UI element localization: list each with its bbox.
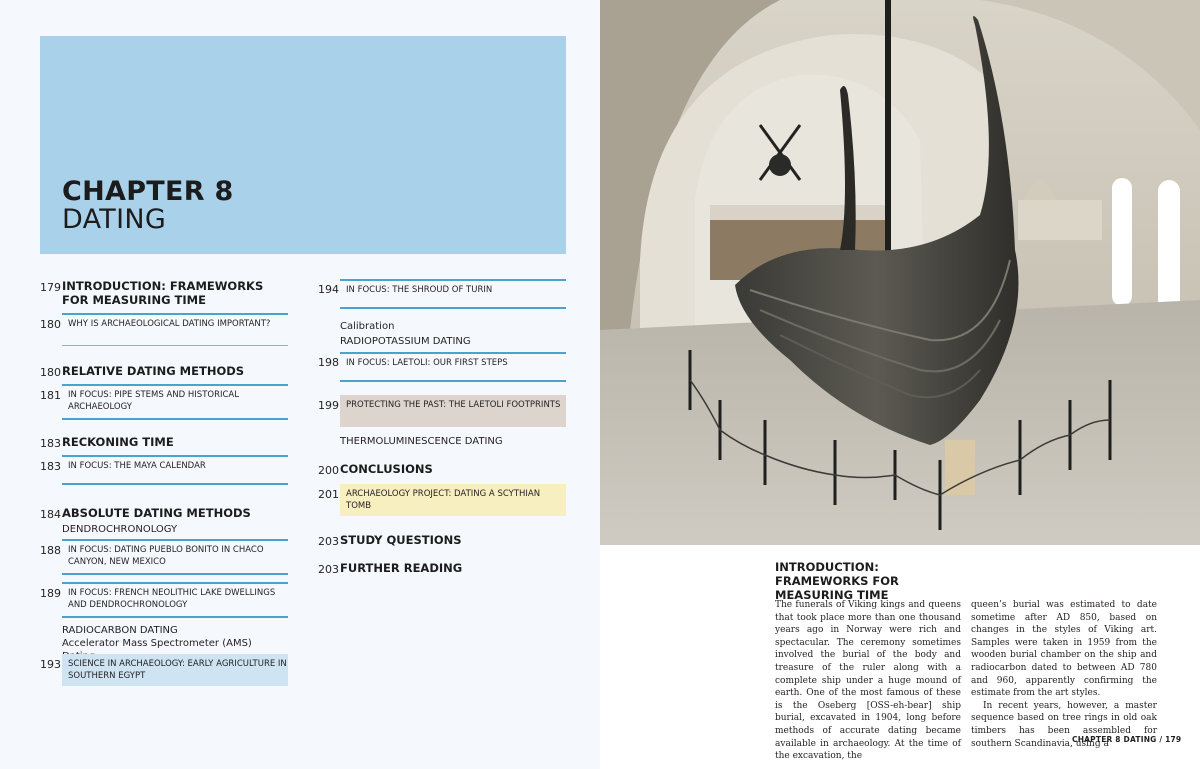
viking-ship-photo <box>600 0 1200 545</box>
toc-page-number: 193 <box>40 658 61 671</box>
toc-page-number: 201 <box>318 488 339 501</box>
toc-box-label: IN FOCUS: PIPE STEMS AND HISTORICAL ARCHAEOLOGY <box>68 390 239 412</box>
toc-box-label: WHY IS ARCHAEOLOGICAL DATING IMPORTANT? <box>68 319 271 329</box>
toc-sub-radiopotassium[interactable]: RADIOPOTASSIUM DATING <box>340 336 471 347</box>
toc-box-maya-calendar[interactable] <box>62 455 288 485</box>
toc-entry-further-reading[interactable]: FURTHER READING <box>340 561 463 575</box>
chapter-number: CHAPTER 8 <box>62 176 234 207</box>
intro-heading-text: INTRODUCTION: FRAMEWORKS FOR MEASURING TIME <box>775 560 899 602</box>
toc-page-number: 188 <box>40 544 61 557</box>
toc-page-number: 203 <box>318 563 339 576</box>
toc-page-number: 180 <box>40 366 61 379</box>
chapter-header-box <box>40 36 566 254</box>
toc-page-number: 183 <box>40 437 61 450</box>
body-column-1: The funerals of Viking kings and queens that took place more than one thousand years ago in Norway were rich and spectacular. The ceremony sometimes involved the burial of the body and treasure of the ruler along with a complete ship under a huge mound of earth. One of the most famous of these is the Oseberg [OSS-eh-bear] ship burial, excavated in 1904, long before methods of accurate dating became available in archaeology. At the time of the excavation, the <box>775 600 961 762</box>
toc-entry-reckoning-time[interactable]: RECKONING TIME <box>62 435 174 449</box>
body-paragraph-2: In recent years, however, a master sequence based on tree rings in old oak timbers has been assembled for southern Scandinavia, using a <box>971 700 1157 749</box>
body-paragraph-1: queen’s burial was estimated to date sometime after AD 850, based on changes in the styles of Viking art. Samples were taken in 1959 from the wooden burial chamber on the ship and radiocarbon dated to between AD 780 and 960, apparently confirming the estimate from the art styles. <box>971 600 1157 699</box>
toc-box-label: SCIENCE IN ARCHAEOLOGY: EARLY AGRICULTURE IN SOUTHERN EGYPT <box>68 659 287 681</box>
toc-entry-relative-dating[interactable]: RELATIVE DATING METHODS <box>62 364 245 378</box>
toc-page-number: 180 <box>40 318 61 331</box>
toc-page-number: 179 <box>40 281 61 294</box>
page-folio: CHAPTER 8 DATING / 179 <box>1072 735 1182 744</box>
body-column-2 <box>971 599 1157 750</box>
toc-box-laetoli-footprints[interactable] <box>340 395 566 427</box>
toc-page-number: 184 <box>40 508 61 521</box>
toc-page-number: 200 <box>318 464 339 477</box>
toc-box-scythian-tomb[interactable] <box>340 484 566 516</box>
toc-box-pueblo-bonito[interactable] <box>62 539 288 575</box>
intro-heading <box>775 560 965 602</box>
toc-sub-ams[interactable]: Accelerator Mass Spectrometer (AMS) <box>62 638 252 649</box>
toc-entry-study-questions[interactable]: STUDY QUESTIONS <box>340 533 462 547</box>
toc-sub-dendrochronology[interactable]: DENDROCHRONOLOGY <box>62 524 178 535</box>
toc-page-number: 198 <box>318 356 339 369</box>
toc-box-french-lake-dwellings[interactable] <box>62 582 288 618</box>
toc-sub-calibration[interactable]: Calibration <box>340 321 395 332</box>
toc-box-label: PROTECTING THE PAST: THE LAETOLI FOOTPRINTS <box>346 400 561 410</box>
toc-box-label: IN FOCUS: FRENCH NEOLITHIC LAKE DWELLINGS AND DENDROCHRONOLOGY <box>68 588 276 610</box>
toc-box-label: IN FOCUS: THE SHROUD OF TURIN <box>346 285 493 295</box>
toc-entry-conclusions[interactable]: CONCLUSIONS <box>340 462 433 476</box>
toc-sub-thermoluminescence[interactable]: THERMOLUMINESCENCE DATING <box>340 436 503 447</box>
toc-box-laetoli-first-steps[interactable] <box>340 352 566 382</box>
toc-box-label: IN FOCUS: LAETOLI: OUR FIRST STEPS <box>346 358 508 368</box>
toc-box-label: IN FOCUS: THE MAYA CALENDAR <box>68 461 206 471</box>
chapter-title: DATING <box>62 204 167 235</box>
toc-box-early-agriculture[interactable] <box>62 654 288 686</box>
toc-page-number: 189 <box>40 587 61 600</box>
toc-entry-absolute-dating[interactable]: ABSOLUTE DATING METHODS <box>62 506 251 520</box>
toc-page-number: 183 <box>40 460 61 473</box>
toc-box-label: ARCHAEOLOGY PROJECT: DATING A SCYTHIAN TOMB <box>346 489 541 511</box>
toc-sub-radiocarbon[interactable]: RADIOCARBON DATING <box>62 625 178 636</box>
toc-page-number: 199 <box>318 399 339 412</box>
toc-box-label: IN FOCUS: DATING PUEBLO BONITO IN CHACO CANYON, NEW MEXICO <box>68 545 264 567</box>
toc-box-pipe-stems[interactable] <box>62 384 288 420</box>
viking-ship-illustration <box>600 0 1200 545</box>
toc-entry-introduction[interactable]: INTRODUCTION: FRAMEWORKS FOR MEASURING TIME <box>62 279 264 307</box>
toc-box-shroud-of-turin[interactable] <box>340 279 566 309</box>
toc-page-number: 194 <box>318 283 339 296</box>
right-page <box>600 0 1200 769</box>
toc-page-number: 181 <box>40 389 61 402</box>
toc-page-number: 203 <box>318 535 339 548</box>
toc-box-why-dating[interactable] <box>62 313 288 346</box>
